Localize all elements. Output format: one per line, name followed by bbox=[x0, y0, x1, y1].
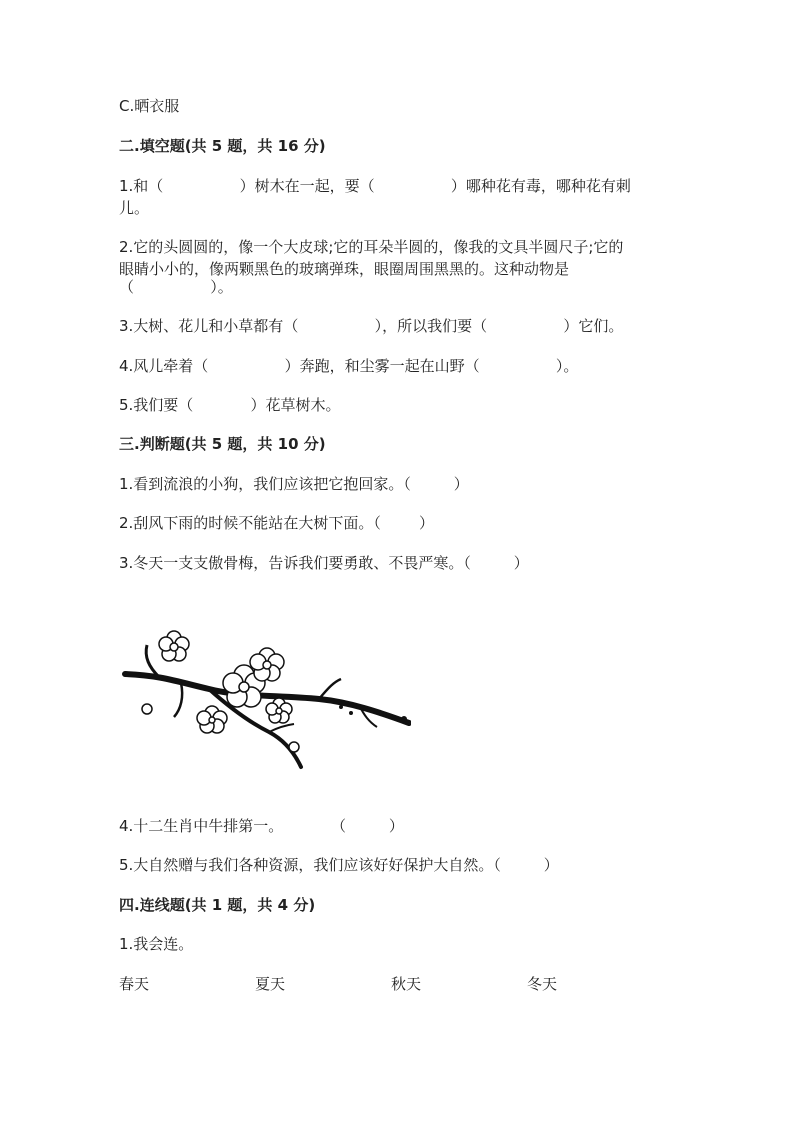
section-heading-judge: 三.判断题(共 5 题，共 10 分) bbox=[119, 435, 326, 453]
question-judge-5: 5.大自然赠与我们各种资源，我们应该好好保护大自然。（ ） bbox=[119, 856, 559, 874]
season-spring: 春天 bbox=[119, 975, 150, 993]
season-winter: 冬天 bbox=[527, 975, 558, 993]
question-match-1: 1.我会连。 bbox=[119, 935, 194, 953]
question-fill-3: 3.大树、花儿和小草都有（ ），所以我们要（ ）它们。 bbox=[119, 317, 624, 335]
question-fill-5: 5.我们要（ ）花草树木。 bbox=[119, 396, 341, 414]
option-c: C.晒衣服 bbox=[119, 97, 180, 115]
season-summer: 夏天 bbox=[255, 975, 286, 993]
question-judge-2: 2.刮风下雨的时候不能站在大树下面。（ ） bbox=[119, 514, 434, 532]
question-fill-4: 4.风儿牵着（ ）奔跑，和尘雾一起在山野（ ）。 bbox=[119, 357, 579, 375]
question-fill-1-line2: 儿。 bbox=[119, 199, 150, 217]
plum-blossom-image bbox=[119, 627, 411, 774]
question-judge-3: 3.冬天一支支傲骨梅，告诉我们要勇敢、不畏严寒。（ ） bbox=[119, 554, 529, 572]
question-fill-2-line3: （ ）。 bbox=[119, 278, 233, 296]
question-judge-4: 4.十二生肖中牛排第一。 （ ） bbox=[119, 817, 404, 835]
question-fill-1-line1: 1.和（ ）树木在一起，要（ ）哪种花有毒，哪种花有刺 bbox=[119, 177, 631, 195]
question-fill-2-line1: 2.它的头圆圆的，像一个大皮球;它的耳朵半圆的，像我的文具半圆尺子;它的 bbox=[119, 238, 624, 256]
section-heading-fill-blank: 二.填空题(共 5 题，共 16 分) bbox=[119, 137, 326, 155]
question-fill-2-line2: 眼睛小小的，像两颗黑色的玻璃弹珠，眼圈周围黑黑的。这种动物是 bbox=[119, 260, 570, 278]
section-heading-matching: 四.连线题(共 1 题，共 4 分) bbox=[119, 896, 316, 914]
season-autumn: 秋天 bbox=[391, 975, 422, 993]
question-judge-1: 1.看到流浪的小狗，我们应该把它抱回家。（ ） bbox=[119, 475, 469, 493]
